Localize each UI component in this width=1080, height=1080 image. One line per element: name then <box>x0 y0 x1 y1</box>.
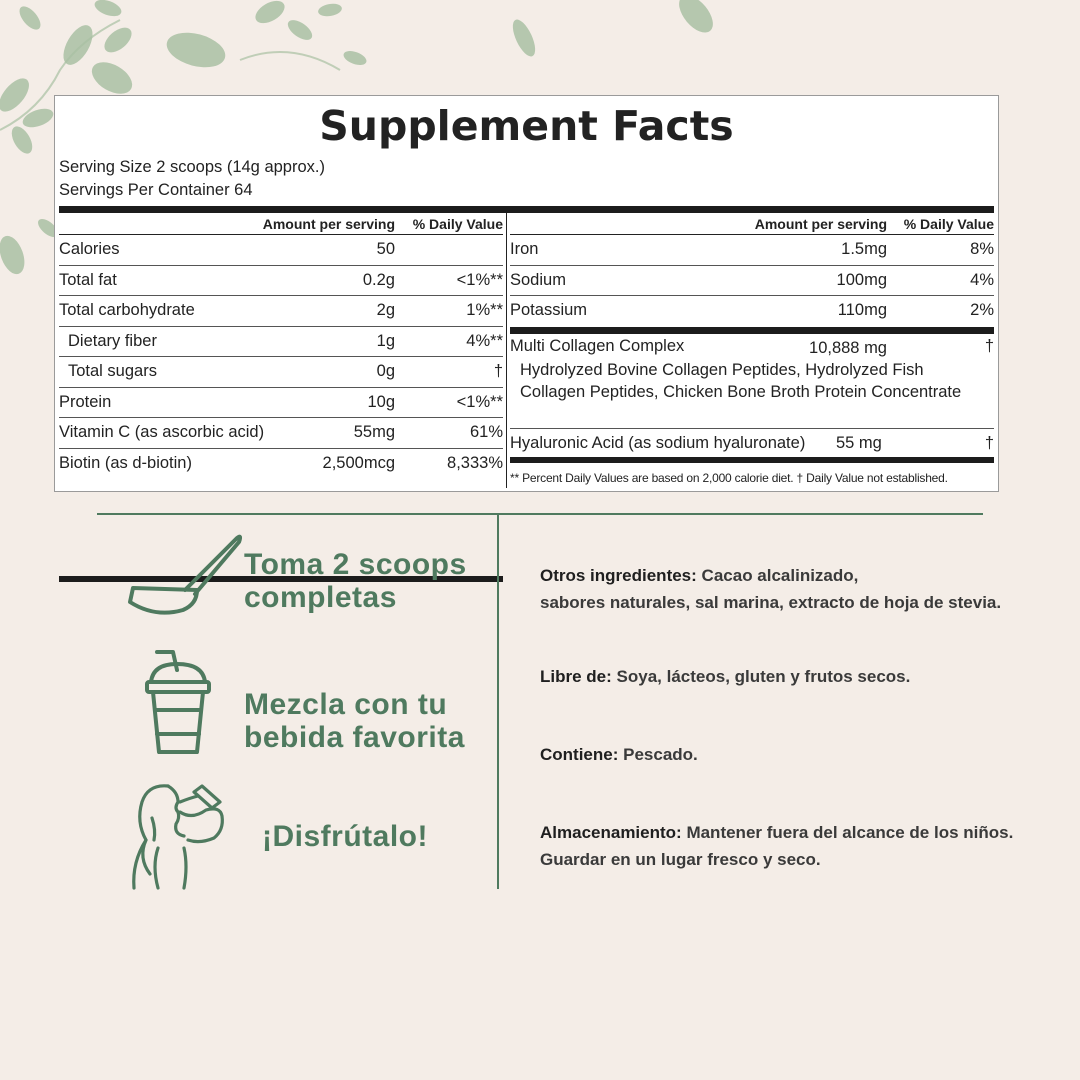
facts-divider-bar <box>59 206 994 213</box>
nutrient-dv: <1%** <box>456 270 503 289</box>
nutrient-name: Biotin (as d-biotin) <box>59 453 192 472</box>
info-value: Cacao alcalinizado, <box>701 566 859 585</box>
nutrient-name: Iron <box>510 240 539 258</box>
facts-title: Supplement Facts <box>319 102 734 150</box>
nutrient-row-biotin <box>59 449 503 480</box>
nutrient-amount: 0g <box>376 362 395 380</box>
nutrient-row-total-carbohydrate <box>59 296 503 327</box>
cup-icon <box>143 648 215 756</box>
nutrient-amount: 50 <box>376 240 395 258</box>
nutrient-amount: 1g <box>376 331 395 350</box>
nutrient-row-hyaluronic-acid <box>510 429 994 457</box>
section-divider <box>97 513 983 515</box>
contains <box>540 741 698 768</box>
facts-divider-bar <box>510 327 994 334</box>
column-separator <box>497 515 499 889</box>
nutrient-amount: 10,888 mg <box>809 338 887 357</box>
nutrient-row-sodium <box>510 266 994 297</box>
nutrient-amount: 10g <box>367 392 395 411</box>
free-from <box>540 663 910 690</box>
info-value: Mantener fuera del alcance de los niños. <box>686 823 1014 842</box>
nutrient-dv: † <box>493 362 503 380</box>
nutrient-amount: 2g <box>376 301 395 319</box>
nutrient-name: Calories <box>59 240 120 258</box>
step-take-scoops <box>244 548 467 614</box>
nutrient-name: Sodium <box>510 270 566 289</box>
nutrient-dv: 4% <box>970 270 994 289</box>
nutrient-amount: 0.2g <box>362 270 395 289</box>
nutrient-amount: 55 mg <box>836 433 882 452</box>
nutrient-amount: 2,500mcg <box>322 453 395 472</box>
nutrient-row-potassium <box>510 296 994 327</box>
supplement-facts-panel <box>54 95 999 492</box>
daily-value-header: % Daily Value <box>412 216 503 232</box>
step-text-line: bebida favorita <box>244 721 465 754</box>
facts-left-column <box>59 213 503 479</box>
nutrient-dv: † <box>984 336 994 355</box>
info-value: Guardar en un lugar fresco y seco. <box>540 850 821 869</box>
nutrient-dv: <1%** <box>456 392 503 411</box>
nutrient-dv: 61% <box>469 423 503 441</box>
info-label: Otros ingredientes: <box>540 566 697 585</box>
nutrient-dv: 2% <box>970 301 994 319</box>
nutrient-amount: 1.5mg <box>841 240 887 258</box>
info-label: Libre de: <box>540 667 612 686</box>
nutrient-name: Dietary fiber <box>68 331 157 350</box>
info-value: sabores naturales, sal marina, extracto de hoja de stevia. <box>540 593 1002 612</box>
facts-right-column <box>510 213 994 485</box>
storage <box>540 819 1013 873</box>
step-mix-drink <box>244 688 465 754</box>
nutrient-name: Total carbohydrate <box>59 301 195 319</box>
nutrient-row-collagen <box>510 334 994 429</box>
nutrient-row-total-fat <box>59 266 503 297</box>
nutrient-row-calories <box>59 235 503 266</box>
column-divider <box>506 213 507 488</box>
info-label: Almacenamiento: <box>540 823 682 842</box>
nutrient-row-dietary-fiber <box>59 327 503 358</box>
column-header <box>510 213 994 235</box>
serving-size: Serving Size 2 scoops (14g approx.) <box>59 158 325 176</box>
nutrient-dv: 8% <box>970 240 994 258</box>
info-value: Pescado. <box>623 745 698 764</box>
step-text-line: Toma 2 scoops <box>244 548 467 581</box>
drinking-woman-icon <box>128 778 248 890</box>
daily-value-header: % Daily Value <box>903 216 994 232</box>
nutrient-name: Potassium <box>510 301 588 319</box>
nutrient-dv: 8,333% <box>447 453 503 472</box>
nutrient-name: Protein <box>59 392 112 411</box>
nutrient-row-protein <box>59 388 503 419</box>
column-header <box>59 213 503 235</box>
nutrient-name: Multi Collagen Complex <box>510 336 685 355</box>
servings-per-container: Servings Per Container 64 <box>59 181 253 199</box>
scoop-icon <box>125 530 245 622</box>
other-ingredients <box>540 562 1001 616</box>
collagen-ingredients: Hydrolyzed Bovine Collagen Peptides, Hydrolyzed Fish Collagen Peptides, Chicken Bone Broth Protein Concentrate <box>520 360 962 401</box>
nutrient-dv: 1%** <box>466 301 503 319</box>
amount-header: Amount per serving <box>262 216 395 232</box>
nutrient-name: Total fat <box>59 270 117 289</box>
nutrient-row-iron <box>510 235 994 266</box>
nutrient-amount: 110mg <box>837 301 887 319</box>
nutrient-dv: † <box>984 433 994 452</box>
nutrient-name: Vitamin C (as ascorbic acid) <box>59 423 265 441</box>
nutrient-dv: 4%** <box>466 331 503 350</box>
nutrient-row-total-sugars <box>59 357 503 388</box>
nutrient-amount: 55mg <box>353 423 395 441</box>
amount-header: Amount per serving <box>754 216 887 232</box>
info-label: Contiene: <box>540 745 619 764</box>
info-value: Soya, lácteos, gluten y frutos secos. <box>616 667 911 686</box>
nutrient-amount: 100mg <box>836 270 887 289</box>
nutrient-name: Hyaluronic Acid (as sodium hyaluronate) <box>510 433 806 452</box>
facts-footnote: ** Percent Daily Values are based on 2,000 calorie diet. † Daily Value not established. <box>510 470 948 485</box>
step-text-line: Mezcla con tu <box>244 688 448 721</box>
step-enjoy: ¡Disfrútalo! <box>262 820 428 853</box>
nutrient-row-vitamin-c <box>59 418 503 449</box>
nutrient-name: Total sugars <box>68 362 157 380</box>
step-text-line: completas <box>244 581 397 614</box>
